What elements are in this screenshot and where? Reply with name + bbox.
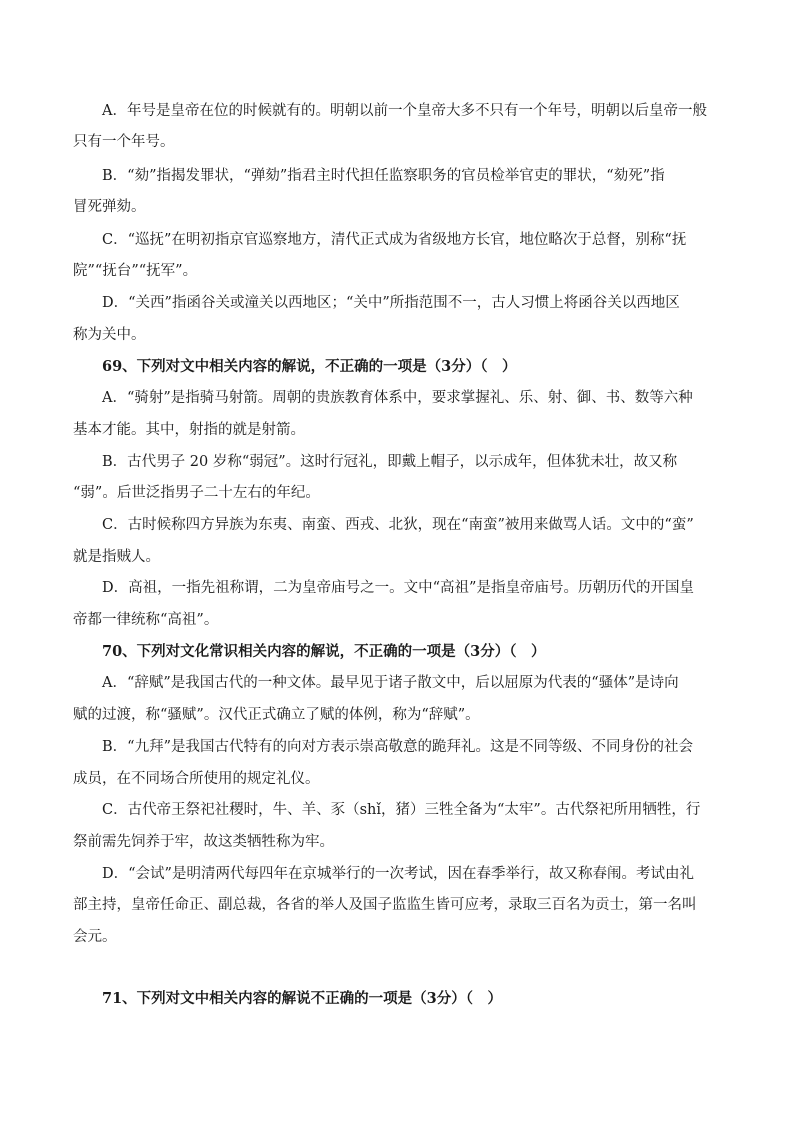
q70-option-a-line-2: 赋的过渡，称“骚赋”。汉代正式确立了赋的体例，称为“辞赋”。 [73, 707, 480, 723]
option-c-line-2: 院”“抚台”“抚军”。 [73, 263, 198, 279]
option-a-line-1: A．年号是皇帝在位的时候就有的。明朝以前一个皇帝大多不只有一个年号，明朝以后皇帝一般 [102, 103, 707, 119]
option-d-line-1: D．“关西”指函谷关或潼关以西地区；“关中”所指范围不一，古人习惯上将函谷关以西地区 [102, 295, 680, 311]
option-c-line-1: C．“巡抚”在明初指京官巡察地方，清代正式成为省级地方长官，地位略次于总督，别称“抚 [102, 232, 687, 248]
q69-option-a-line-1: A．“骑射”是指骑马射箭。周朝的贵族教育体系中，要求掌握礼、乐、射、御、书、数等六种 [102, 390, 693, 406]
q70-option-b-line-1: B．“九拜”是我国古代特有的向对方表示崇高敬意的跪拜礼。这是不同等级、不同身份的社会 [102, 739, 693, 755]
question-69: 69、下列对文中相关内容的解说，不正确的一项是（3分）（ ） [102, 358, 517, 375]
q69-option-d-line-1: D．高祖，一指先祖称谓，二为皇帝庙号之一。文中“高祖”是指皇帝庙号。历朝历代的开国皇 [102, 580, 694, 596]
question-71: 71、下列对文中相关内容的解说不正确的一项是（3分）（ ） [102, 990, 503, 1007]
option-a-line-2: 只有一个年号。 [73, 134, 175, 150]
q70-option-d-line-1: D．“会试”是明清两代每四年在京城举行的一次考试，因在春季举行，故又称春闱。考试由礼 [102, 866, 694, 882]
q69-option-c-line-1: C．古时候称四方异族为东夷、南蛮、西戎、北狄，现在“南蛮”被用来做骂人话。文中的“蛮” [102, 517, 694, 533]
q69-option-b-line-2: “弱”。后世泛指男子二十左右的年纪。 [73, 485, 320, 501]
option-b-line-2: 冒死弹劾。 [73, 199, 146, 215]
q70-option-d-line-3: 会元。 [73, 929, 117, 945]
q70-option-d-line-2: 部主持，皇帝任命正、副总裁，各省的举人及国子监监生皆可应考，录取三百名为贡士，第一名叫 [73, 897, 697, 913]
question-70: 70、下列对文化常识相关内容的解说，不正确的一项是（3分）（ ） [102, 643, 546, 660]
q69-option-c-line-2: 就是指贼人。 [73, 549, 160, 565]
q69-option-a-line-2: 基本才能。其中，射指的就是射箭。 [73, 422, 305, 438]
q69-option-d-line-2: 帝都一律统称“高祖”。 [73, 612, 219, 628]
q70-option-c-line-2: 祭前需先饲养于牢，故这类牺牲称为牢。 [73, 834, 334, 850]
q70-option-a-line-1: A．“辞赋”是我国古代的一种文体。最早见于诸子散文中，后以屈原为代表的“骚体”是诗向 [102, 675, 679, 691]
option-d-line-2: 称为关中。 [73, 327, 146, 343]
option-b-line-1: B．“劾”指揭发罪状，“弹劾”指君主时代担任监察职务的官员检举官吏的罪状，“劾死”指 [102, 168, 665, 184]
q69-option-b-line-1: B．古代男子 20 岁称“弱冠”。这时行冠礼，即戴上帽子，以示成年，但体犹未壮，故又称 [102, 454, 678, 470]
q70-option-b-line-2: 成员，在不同场合所使用的规定礼仪。 [73, 771, 320, 787]
q70-option-c-line-1: C．古代帝王祭祀社稷时，牛、羊、豕（shǐ，猪）三牲全备为“太牢”。古代祭祀所用牺牲，行 [102, 802, 701, 818]
